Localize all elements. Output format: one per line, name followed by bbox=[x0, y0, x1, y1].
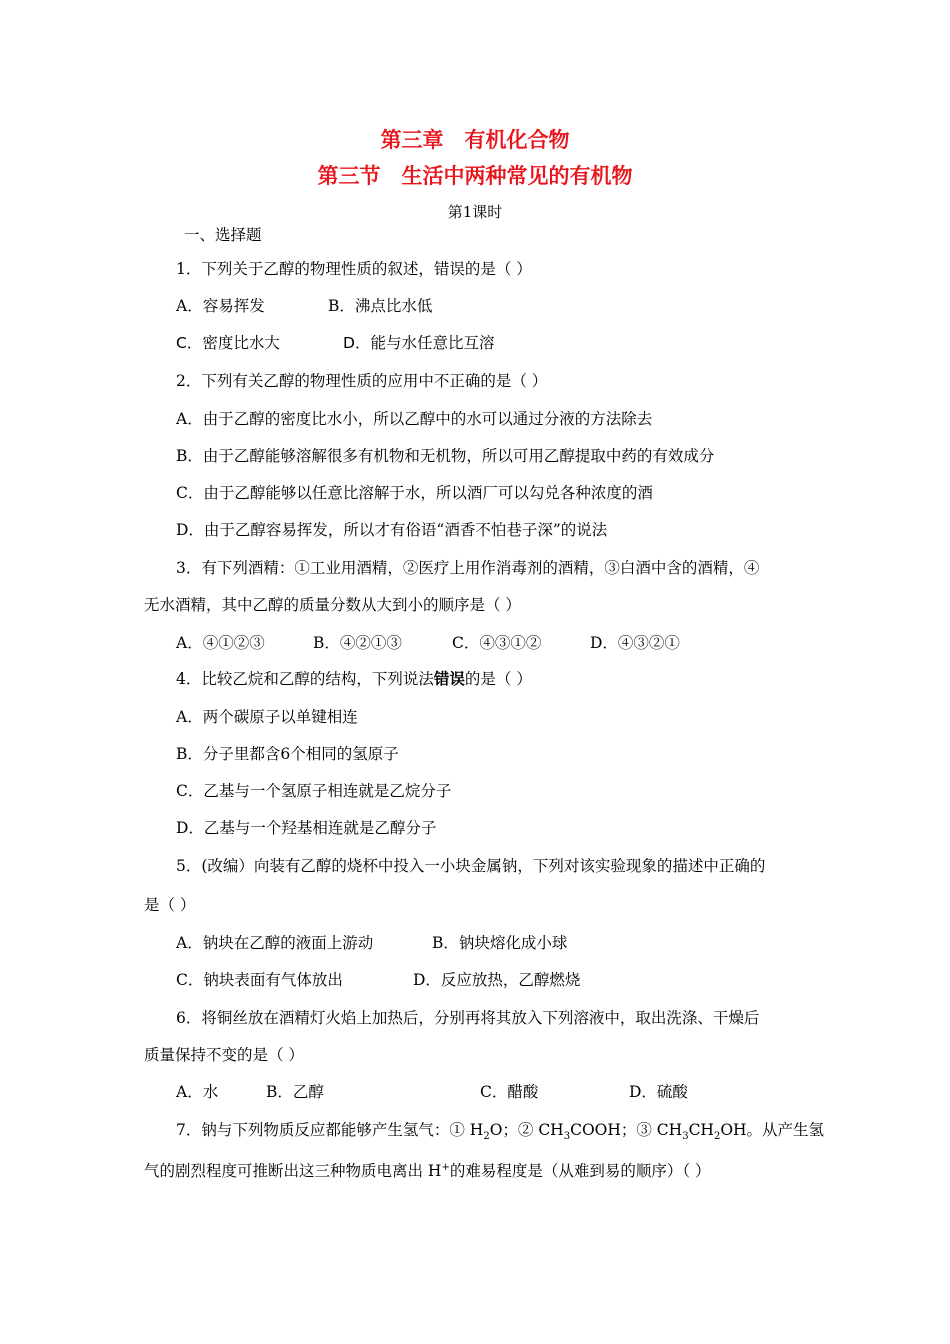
q7-subscript-1: 2 bbox=[483, 1131, 490, 1143]
section-title: 第三节 生活中两种常见的有机物 bbox=[317, 164, 633, 188]
q6-option-d: D．硫酸 bbox=[629, 1083, 688, 1101]
q4-stem-post: 的是（ ） bbox=[464, 670, 532, 688]
q5-option-c: C．钠块表面有气体放出 bbox=[176, 971, 343, 989]
q1-option-a: A．容易挥发 bbox=[176, 297, 265, 315]
q7-subscript-3: 3 bbox=[682, 1131, 689, 1143]
q1-option-d-letter: D bbox=[343, 334, 355, 352]
q6-option-b: B．乙醇 bbox=[266, 1083, 324, 1101]
q1-stem: 1．下列关于乙醇的物理性质的叙述，错误的是（ ） bbox=[176, 260, 532, 278]
q7-stem-line2 bbox=[144, 1157, 711, 1182]
q7-subscript-4: 2 bbox=[713, 1131, 721, 1143]
q7-stem-line1 bbox=[176, 1119, 824, 1148]
q7-superscript: + bbox=[441, 1162, 450, 1173]
q4-option-b: B．分子里都含6个相同的氢原子 bbox=[176, 745, 399, 763]
q1-option-b: B．沸点比水低 bbox=[328, 297, 433, 315]
q6-stem-line2: 质量保持不变的是（ ） bbox=[144, 1046, 304, 1064]
section-heading: 一、选择题 bbox=[184, 226, 262, 244]
q3-stem-line2: 无水酒精，其中乙醇的质量分数从大到小的顺序是（ ） bbox=[144, 596, 521, 614]
q7-text-4: CH bbox=[688, 1121, 714, 1139]
q7-subscript-2: 3 bbox=[563, 1131, 571, 1143]
q3-option-d: D．④③②① bbox=[590, 634, 680, 652]
q6-option-a: A．水 bbox=[176, 1083, 219, 1101]
q7-text-1: 7．钠与下列物质反应都能够产生氢气：① H bbox=[176, 1121, 484, 1139]
q4-option-a: A．两个碳原子以单键相连 bbox=[176, 708, 358, 726]
q3-option-c: C．④③①② bbox=[452, 634, 542, 652]
q2-option-b: B．由于乙醇能够溶解很多有机物和无机物，所以可用乙醇提取中药的有效成分 bbox=[176, 447, 715, 465]
q7-text-7: 的难易程度是（从难到易的顺序）（ ） bbox=[449, 1162, 711, 1181]
q7-text-3: COOH；③ CH bbox=[570, 1121, 683, 1139]
q2-option-a: A．由于乙醇的密度比水小，所以乙醇中的水可以通过分液的方法除去 bbox=[176, 410, 653, 428]
q5-option-d: D．反应放热，乙醇燃烧 bbox=[413, 971, 581, 989]
q3-option-b: B．④②①③ bbox=[313, 634, 402, 652]
q7-text-2: O；② CH bbox=[489, 1121, 564, 1139]
q2-stem: 2．下列有关乙醇的物理性质的应用中不正确的是（ ） bbox=[176, 372, 548, 390]
q1-option-c bbox=[176, 332, 280, 354]
q5-stem-line2: 是（ ） bbox=[144, 896, 196, 914]
q4-option-c: C．乙基与一个氢原子相连就是乙烷分子 bbox=[176, 782, 452, 800]
q1-option-d bbox=[343, 332, 494, 354]
q5-option-b: B．钠块熔化成小球 bbox=[432, 934, 568, 952]
chapter-title: 第三章 有机化合物 bbox=[380, 128, 570, 152]
q4-stem-pre: 4．比较乙烷和乙醇的结构，下列说法 bbox=[176, 670, 434, 688]
q6-option-c: C．醋酸 bbox=[480, 1083, 539, 1101]
q2-option-c: C．由于乙醇能够以任意比溶解于水，所以酒厂可以勾兑各种浓度的酒 bbox=[176, 484, 653, 502]
lesson-label: 第1课时 bbox=[447, 203, 503, 221]
q4-option-d: D．乙基与一个羟基相连就是乙醇分子 bbox=[176, 819, 437, 837]
q1-option-c-text: ．密度比水大 bbox=[186, 334, 280, 352]
q3-stem-line1: 3．有下列酒精：①工业用酒精，②医疗上用作消毒剂的酒精，③白酒中含的酒精，④ bbox=[176, 559, 760, 577]
q5-option-a: A．钠块在乙醇的液面上游动 bbox=[176, 934, 374, 952]
q6-stem-line1: 6．将铜丝放在酒精灯火焰上加热后，分别再将其放入下列溶液中，取出洗涤、干燥后 bbox=[176, 1009, 760, 1027]
q4-stem-emphasis: 错误 bbox=[433, 670, 465, 688]
q7-text-5: OH。从产生氢 bbox=[720, 1121, 825, 1139]
q7-text-6: 气的剧烈程度可推断出这三种物质电离出 H bbox=[144, 1162, 442, 1181]
q4-stem bbox=[176, 668, 532, 690]
q2-option-d: D．由于乙醇容易挥发，所以才有俗语“酒香不怕巷子深”的说法 bbox=[176, 521, 608, 539]
q1-option-c-letter: C bbox=[176, 334, 187, 352]
q1-option-d-text: ．能与水任意比互溶 bbox=[354, 334, 495, 352]
q5-stem-line1: 5．(改编）向装有乙醇的烧杯中投入一小块金属钠，下列对该实验现象的描述中正确的 bbox=[176, 857, 766, 875]
q3-option-a: A．④①②③ bbox=[176, 634, 265, 652]
